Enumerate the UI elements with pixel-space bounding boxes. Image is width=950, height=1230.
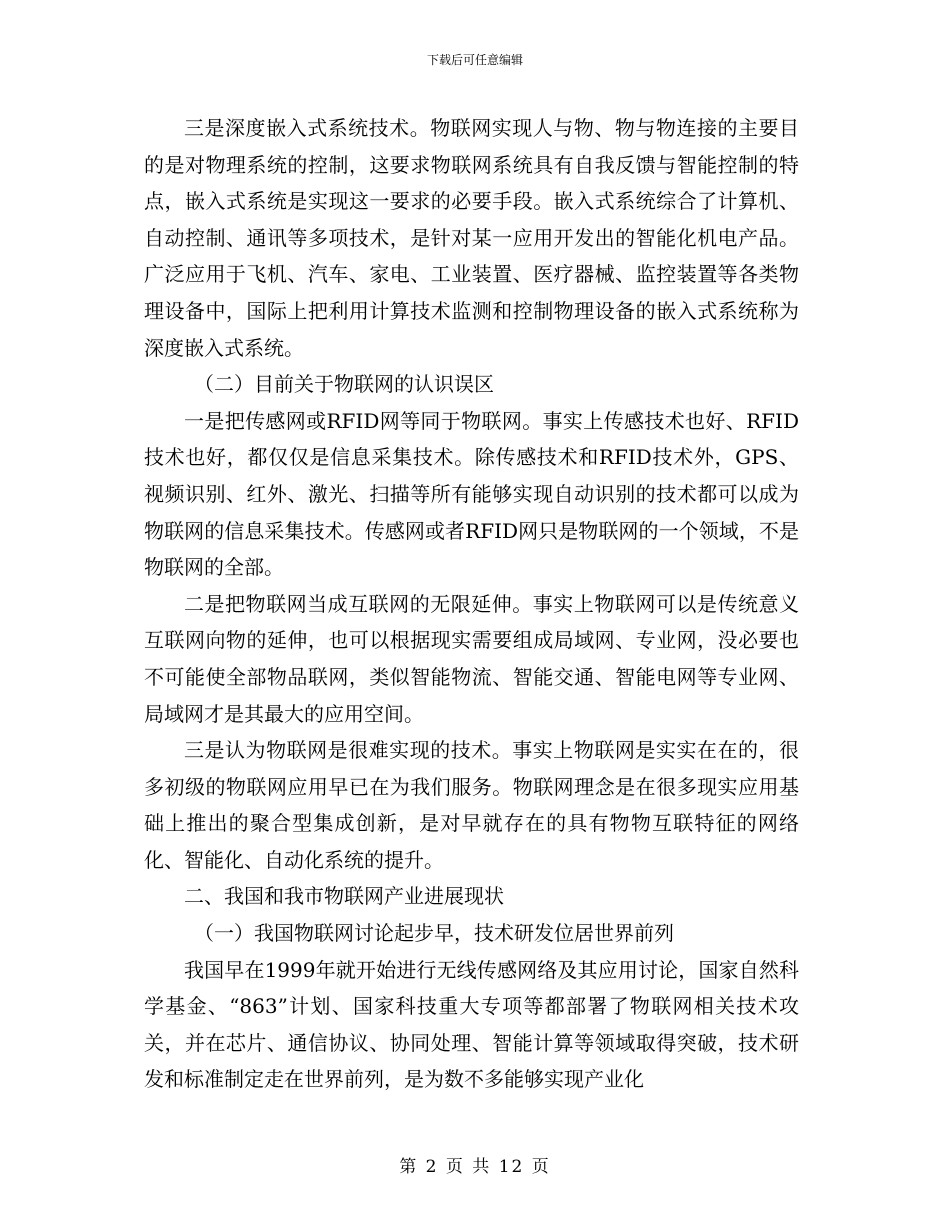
paragraph-misconception-three: 三是认为物联网是很难实现的技术。事实上物联网是实实在在的，很多初级的物联网应用早已在为我们服务。物联网理念是在很多现实应用基础上推出的聚合型集成创新，是对早就存在的具有物物互联特征的网络化、智能化、自动化系统的提升。	[144, 738, 799, 872]
section-heading-industry-status: 二、我国和我市物联网产业进展现状	[184, 884, 504, 909]
paragraph-misconception-two: 二是把物联网当成互联网的无限延伸。事实上物联网可以是传统意义互联网向物的延伸，也可以根据现实需要组成局域网、专业网，没必要也不可能使全部物品联网，类似智能物流、智能交通、智能电网等专业网、局域网才是其最大的应用空间。	[144, 591, 799, 726]
document-body	[144, 110, 799, 1098]
page-header-note: 下载后可任意编辑	[426, 53, 523, 67]
section-heading-early-research: （一）我国物联网讨论起步早，技术研发位居世界前列	[194, 921, 674, 946]
paragraph-early-research: 我国早在1999年就开始进行无线传感网络及其应用讨论，国家自然科学基金、“863”计划、国家科技重大专项等都部署了物联网相关技术攻关，并在芯片、通信协议、协同处理、智能计算等领域取得突破，技术研发和标准制定走在世界前列，是为数不多能够实现产业化	[144, 957, 799, 1092]
paragraph-embedded-systems: 三是深度嵌入式系统技术。物联网实现人与物、物与物连接的主要目的是对物理系统的控制，这要求物联网系统具有自我反馈与智能控制的特点，嵌入式系统是实现这一要求的必要手段。嵌入式系统综合了计算机、自动控制、通讯等多项技术，是针对某一应用开发出的智能化机电产品。广泛应用于飞机、汽车、家电、工业装置、医疗器械、监控装置等各类物理设备中，国际上把利用计算技术监测和控制物理设备的嵌入式系统称为深度嵌入式系统。	[144, 116, 799, 360]
section-heading-misconceptions: （二）目前关于物联网的认识误区	[194, 372, 494, 397]
page-number-footer: 第 2 页 共 12 页	[399, 1157, 551, 1177]
paragraph-misconception-one: 一是把传感网或RFID网等同于物联网。事实上传感技术也好、RFID技术也好，都仅仅是信息采集技术。除传感技术和RFID技术外，GPS、视频识别、红外、激光、扫描等所有能够实现自动识别的技术都可以成为物联网的信息采集技术。传感网或者RFID网只是物联网的一个领域，不是物联网的全部。	[144, 408, 799, 580]
